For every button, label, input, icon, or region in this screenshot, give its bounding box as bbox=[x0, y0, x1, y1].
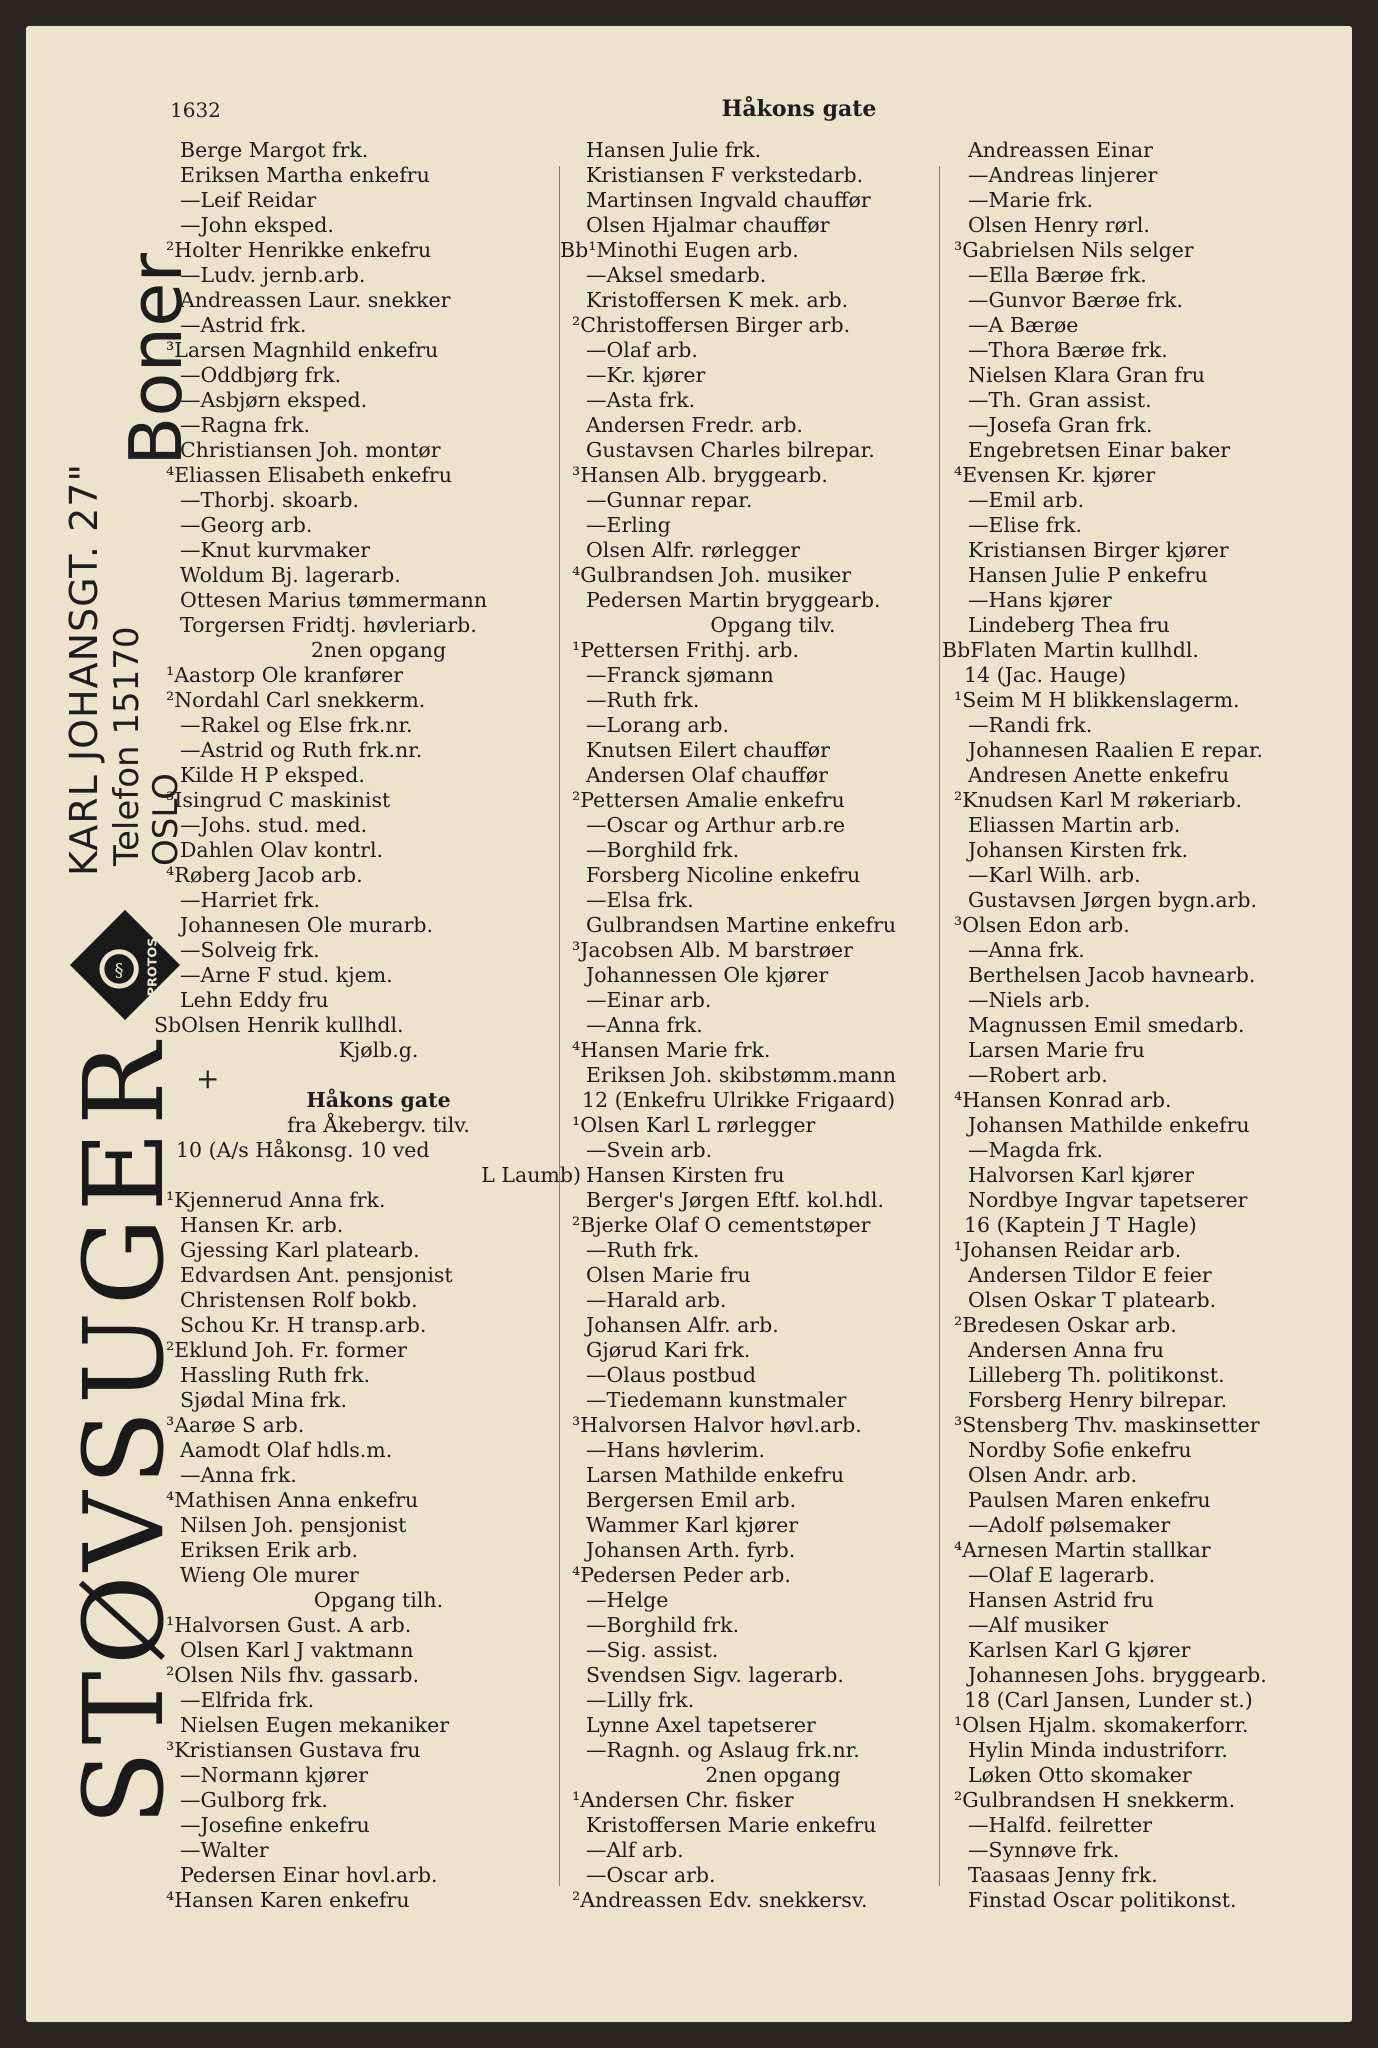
directory-entry: Svendsen Sigv. lagerarb. bbox=[586, 1663, 844, 1687]
directory-entry: ²Eklund Joh. Fr. former bbox=[166, 1338, 407, 1362]
directory-entry: Olsen Hjalmar chauffør bbox=[586, 213, 830, 237]
directory-entry: —Ruth frk. bbox=[586, 1238, 700, 1262]
directory-entry: Taasaas Jenny frk. bbox=[968, 1863, 1158, 1887]
directory-entry: —Solveig frk. bbox=[180, 938, 320, 962]
directory-entry: —Sig. assist. bbox=[586, 1638, 719, 1662]
directory-entry: Schou Kr. H transp.arb. bbox=[180, 1313, 427, 1337]
directory-entry: —Kr. kjører bbox=[586, 363, 706, 387]
directory-entry: Johannesen Raalien E repar. bbox=[968, 738, 1264, 762]
directory-entry: —Anna frk. bbox=[180, 1463, 297, 1487]
directory-entry: ³Olsen Edon arb. bbox=[954, 913, 1130, 937]
directory-entry: —Normann kjører bbox=[180, 1763, 369, 1787]
directory-entry: Woldum Bj. lagerarb. bbox=[180, 563, 401, 587]
directory-entry: ³Halvorsen Halvor høvl.arb. bbox=[572, 1413, 862, 1437]
directory-entry: Sjødal Mina frk. bbox=[180, 1388, 347, 1412]
directory-entry bbox=[180, 1063, 581, 1088]
section-heading: Opgang tilh. bbox=[313, 1588, 444, 1612]
ad-brand-name: STØVSUGER bbox=[60, 1036, 188, 1826]
plus-mark: + bbox=[196, 1062, 220, 1095]
directory-entry: —Astrid frk. bbox=[180, 313, 307, 337]
directory-entry: —Emil arb. bbox=[968, 488, 1085, 512]
directory-entry: Gustavsen Jørgen bygn.arb. bbox=[968, 888, 1258, 912]
directory-entry: Christensen Rolf bokb. bbox=[180, 1288, 418, 1312]
directory-entry: Eriksen Martha enkefru bbox=[180, 163, 430, 187]
directory-entry: —Harald arb. bbox=[586, 1288, 727, 1312]
directory-entry: —Synnøve frk. bbox=[968, 1838, 1120, 1862]
directory-entry: —Robert arb. bbox=[968, 1063, 1108, 1087]
directory-entry: Gjessing Karl platearb. bbox=[180, 1238, 420, 1262]
directory-entry: Olsen Karl J vaktmann bbox=[180, 1638, 414, 1662]
directory-entry: Johannessen Ole kjører bbox=[586, 963, 829, 987]
directory-entry: Pedersen Martin bryggearb. bbox=[586, 588, 881, 612]
directory-entry: —Gulborg frk. bbox=[180, 1788, 328, 1812]
directory-entry: ⁴Eliassen Elisabeth enkefru bbox=[166, 463, 452, 487]
directory-entry: —Niels arb. bbox=[968, 988, 1091, 1012]
directory-entry: ¹Seim M H blikkenslagerm. bbox=[954, 688, 1240, 712]
house-number-heading: 14 (Jac. Hauge) bbox=[964, 663, 1127, 687]
directory-entry: Bb¹Minothi Eugen arb. bbox=[560, 238, 799, 262]
directory-entry: ²Bredesen Oskar arb. bbox=[954, 1313, 1177, 1337]
directory-entry: Berge Margot frk. bbox=[180, 138, 369, 162]
directory-entry: ¹Johansen Reidar arb. bbox=[954, 1238, 1182, 1262]
directory-entry: —Johs. stud. med. bbox=[180, 813, 368, 837]
directory-entry: Berthelsen Jacob havnearb. bbox=[968, 963, 1256, 987]
directory-entry: —Gunvor Bærøe frk. bbox=[968, 288, 1183, 312]
column-3 bbox=[942, 138, 1344, 1913]
directory-entry: —Georg arb. bbox=[180, 513, 313, 537]
directory-entry: Eriksen Joh. skibstømm.mann bbox=[586, 1063, 897, 1087]
directory-entry: —Oscar og Arthur arb.re bbox=[586, 813, 845, 837]
directory-entry: Nielsen Klara Gran fru bbox=[968, 363, 1205, 387]
directory-entry: Hansen Kr. arb. bbox=[180, 1213, 344, 1237]
directory-entry: Johannesen Ole murarb. bbox=[180, 913, 434, 937]
directory-entry: —Alf musiker bbox=[968, 1613, 1109, 1637]
directory-entry: —Helge bbox=[586, 1588, 669, 1612]
directory-entry: Olsen Oskar T platearb. bbox=[968, 1288, 1217, 1312]
directory-entry: —Marie frk. bbox=[968, 188, 1094, 212]
directory-entry: Karlsen Karl G kjører bbox=[968, 1638, 1191, 1662]
directory-entry: Kristiansen F verkstedarb. bbox=[586, 163, 864, 187]
directory-entry: ²Gulbrandsen H snekkerm. bbox=[954, 1788, 1236, 1812]
directory-entry: —Karl Wilh. arb. bbox=[968, 863, 1141, 887]
directory-entry: ⁴Hansen Karen enkefru bbox=[166, 1888, 410, 1912]
directory-entry: —Ruth frk. bbox=[586, 688, 700, 712]
directory-entry: Andreassen Laur. snekker bbox=[180, 288, 451, 312]
house-number-heading: 12 (Enkefru Ulrikke Frigaard) bbox=[582, 1088, 896, 1112]
directory-entry: Lilleberg Th. politikonst. bbox=[968, 1363, 1225, 1387]
directory-entry: ³Larsen Magnhild enkefru bbox=[166, 338, 439, 362]
directory-entry: BbFlaten Martin kullhdl. bbox=[942, 638, 1199, 662]
directory-entry: Forsberg Nicoline enkefru bbox=[586, 863, 861, 887]
section-heading: Opgang tilv. bbox=[710, 613, 836, 637]
directory-entry: —A Bærøe bbox=[968, 313, 1079, 337]
directory-entry: —Oscar arb. bbox=[586, 1863, 716, 1887]
directory-entry: —Thora Bærøe frk. bbox=[968, 338, 1168, 362]
directory-entry: Olsen Andr. arb. bbox=[968, 1463, 1138, 1487]
directory-entry: Nielsen Eugen mekaniker bbox=[180, 1713, 450, 1737]
directory-entry: Johansen Arth. fyrb. bbox=[586, 1538, 796, 1562]
directory-entry: Kilde H P eksped. bbox=[180, 763, 365, 787]
protos-logo-text: PROTOS bbox=[145, 937, 161, 997]
directory-entry: —Josefine enkefru bbox=[180, 1813, 370, 1837]
directory-entry: ¹Aastorp Ole kranfører bbox=[166, 663, 404, 687]
directory-entry: Torgersen Fridtj. høvleriarb. bbox=[180, 613, 477, 637]
directory-entry: ³Isingrud C maskinist bbox=[166, 788, 391, 812]
directory-entry: —Erling bbox=[586, 513, 671, 537]
directory-entry: Martinsen Ingvald chauffør bbox=[586, 188, 871, 212]
directory-entry: Christiansen Joh. montør bbox=[180, 438, 441, 462]
directory-entry: Andreassen Einar bbox=[968, 138, 1153, 162]
directory-entry: Lynne Axel tapetserer bbox=[586, 1713, 816, 1737]
directory-entry: Ottesen Marius tømmermann bbox=[180, 588, 488, 612]
directory-entry: ²Nordahl Carl snekkerm. bbox=[166, 688, 426, 712]
directory-entry: ³Aarøe S arb. bbox=[166, 1413, 305, 1437]
house-number-heading: 16 (Kaptein J T Hagle) bbox=[964, 1213, 1197, 1237]
directory-entry: —Adolf pølsemaker bbox=[968, 1513, 1171, 1537]
directory-entry: ²Andreassen Edv. snekkersv. bbox=[572, 1888, 868, 1912]
directory-entry: Andersen Fredr. arb. bbox=[586, 413, 803, 437]
directory-entry: —Tiedemann kunstmaler bbox=[586, 1388, 847, 1412]
directory-entry: Olsen Henry rørl. bbox=[968, 213, 1150, 237]
section-heading: 2nen opgang bbox=[310, 638, 447, 662]
directory-entry: Eliassen Martin arb. bbox=[968, 813, 1181, 837]
directory-entry: Dahlen Olav kontrl. bbox=[180, 838, 384, 862]
directory-entry: —Th. Gran assist. bbox=[968, 388, 1152, 412]
directory-entry: ¹Andersen Chr. fisker bbox=[572, 1788, 794, 1812]
directory-entry: —Anna frk. bbox=[586, 1013, 703, 1037]
directory-entry: —Lorang arb. bbox=[586, 713, 729, 737]
directory-entry: Johannesen Johs. bryggearb. bbox=[968, 1663, 1267, 1687]
directory-entry: ²Bjerke Olaf O cementstøper bbox=[572, 1213, 871, 1237]
directory-entry: —Hans kjører bbox=[968, 588, 1112, 612]
directory-entry: —Ludv. jernb.arb. bbox=[180, 263, 366, 287]
directory-entry: Finstad Oscar politikonst. bbox=[968, 1888, 1237, 1912]
directory-entry: —Leif Reidar bbox=[180, 188, 317, 212]
directory-entry: —Einar arb. bbox=[586, 988, 712, 1012]
directory-entry: —Halfd. feilretter bbox=[968, 1813, 1153, 1837]
directory-entry: —Borghild frk. bbox=[586, 1613, 740, 1637]
directory-entry: —Elise frk. bbox=[968, 513, 1083, 537]
directory-entry: —Elsa frk. bbox=[586, 888, 694, 912]
directory-entry: —Gunnar repar. bbox=[586, 488, 753, 512]
directory-entry: ⁴Mathisen Anna enkefru bbox=[166, 1488, 419, 1512]
directory-entry: SbOlsen Henrik kullhdl. bbox=[154, 1013, 404, 1037]
section-heading: Kjølb.g. bbox=[338, 1038, 419, 1062]
directory-entry: Wieng Ole murer bbox=[180, 1563, 359, 1587]
directory-entry: —Magda frk. bbox=[968, 1138, 1104, 1162]
directory-entry: Hassling Ruth frk. bbox=[180, 1363, 371, 1387]
directory-entry: Knutsen Eilert chauffør bbox=[586, 738, 830, 762]
section-heading: L Laumb) bbox=[481, 1163, 581, 1187]
directory-entry: Forsberg Henry bilrepar. bbox=[968, 1388, 1228, 1412]
directory-entry: Berger's Jørgen Eftf. kol.hdl. bbox=[586, 1188, 884, 1212]
directory-entry: Gulbrandsen Martine enkefru bbox=[586, 913, 897, 937]
directory-entry: —Svein arb. bbox=[586, 1138, 713, 1162]
directory-entry: ⁴Hansen Marie frk. bbox=[572, 1038, 771, 1062]
column-2 bbox=[560, 138, 964, 1913]
directory-entry: Nordbye Ingvar tapetserer bbox=[968, 1188, 1248, 1212]
directory-entry: ⁴Evensen Kr. kjører bbox=[954, 463, 1156, 487]
directory-entry: —Hans høvlerim. bbox=[586, 1438, 765, 1462]
directory-entry: ³Gabrielsen Nils selger bbox=[954, 238, 1194, 262]
directory-entry: —Ragna frk. bbox=[180, 413, 311, 437]
directory-entry: —Harriet frk. bbox=[180, 888, 320, 912]
directory-entry: ³Stensberg Thv. maskinsetter bbox=[954, 1413, 1260, 1437]
directory-entry: —Arne F stud. kjem. bbox=[180, 963, 393, 987]
directory-entry: —Randi frk. bbox=[968, 713, 1093, 737]
directory-entry: —Asbjørn eksped. bbox=[180, 388, 368, 412]
directory-entry: Nilsen Joh. pensjonist bbox=[180, 1513, 407, 1537]
directory-entry: —Borghild frk. bbox=[586, 838, 740, 862]
directory-entry: Lehn Eddy fru bbox=[180, 988, 329, 1012]
directory-entry: —Elfrida frk. bbox=[180, 1688, 315, 1712]
directory-entry: Wammer Karl kjører bbox=[586, 1513, 799, 1537]
directory-entry: —Walter bbox=[180, 1838, 269, 1862]
directory-entry: Olsen Alfr. rørlegger bbox=[586, 538, 801, 562]
directory-entry: —Aksel smedarb. bbox=[586, 263, 767, 287]
directory-entry: Gjørud Kari frk. bbox=[586, 1338, 751, 1362]
directory-entry: Andresen Anette enkefru bbox=[968, 763, 1230, 787]
house-number-heading: 10 (A/s Håkonsg. 10 ved bbox=[176, 1138, 430, 1162]
ad-address: KARL JOHANSGT. 27" bbox=[62, 463, 106, 876]
directory-entry: —Oddbjørg frk. bbox=[180, 363, 342, 387]
directory-entry: ⁴Hansen Konrad arb. bbox=[954, 1088, 1172, 1112]
directory-entry: ²Olsen Nils fhv. gassarb. bbox=[166, 1663, 420, 1687]
directory-entry: —Knut kurvmaker bbox=[180, 538, 370, 562]
directory-entry: ¹Olsen Hjalm. skomakerforr. bbox=[954, 1713, 1249, 1737]
directory-entry: Pedersen Einar hovl.arb. bbox=[180, 1863, 438, 1887]
directory-entry: Hylin Minda industriforr. bbox=[968, 1738, 1228, 1762]
directory-entry: ⁴Arnesen Martin stallkar bbox=[954, 1538, 1211, 1562]
directory-entry: Paulsen Maren enkefru bbox=[968, 1488, 1211, 1512]
directory-entry: —Olaf E lagerarb. bbox=[968, 1563, 1156, 1587]
directory-entry: —Josefa Gran frk. bbox=[968, 413, 1153, 437]
directory-entry: —Franck sjømann bbox=[586, 663, 774, 687]
directory-entry: Engebretsen Einar baker bbox=[968, 438, 1231, 462]
directory-entry: —Astrid og Ruth frk.nr. bbox=[180, 738, 423, 762]
directory-entry: Johansen Alfr. arb. bbox=[586, 1313, 779, 1337]
directory-entry: Kristoffersen Marie enkefru bbox=[586, 1813, 877, 1837]
directory-entry: ²Holter Henrikke enkefru bbox=[166, 238, 432, 262]
directory-entry: ⁴Pedersen Peder arb. bbox=[572, 1563, 791, 1587]
directory-entry: Olsen Marie fru bbox=[586, 1263, 751, 1287]
directory-entry: Andersen Olaf chauffør bbox=[586, 763, 828, 787]
directory-entry: Lindeberg Thea fru bbox=[968, 613, 1170, 637]
directory-entry: Magnussen Emil smedarb. bbox=[968, 1013, 1245, 1037]
directory-entry: —Anna frk. bbox=[968, 938, 1085, 962]
directory-entry: Kristiansen Birger kjører bbox=[968, 538, 1229, 562]
directory-entry: Hansen Julie P enkefru bbox=[968, 563, 1208, 587]
directory-entry: —Alf arb. bbox=[586, 1838, 684, 1862]
directory-entry: Larsen Marie fru bbox=[968, 1038, 1145, 1062]
directory-entry: Larsen Mathilde enkefru bbox=[586, 1463, 845, 1487]
directory-entry: Eriksen Erik arb. bbox=[180, 1538, 359, 1562]
directory-entry: ¹Halvorsen Gust. A arb. bbox=[166, 1613, 412, 1637]
section-heading: fra Åkebergv. tilv. bbox=[287, 1113, 470, 1137]
directory-entry: ³Jacobsen Alb. M barstrøer bbox=[572, 938, 853, 962]
directory-entry: —Olaf arb. bbox=[586, 338, 698, 362]
directory-entry: Andersen Tildor E feier bbox=[968, 1263, 1212, 1287]
ad-product-name: Boner bbox=[114, 253, 198, 466]
section-heading: 2nen opgang bbox=[705, 1763, 841, 1787]
directory-entry: Hansen Kirsten fru bbox=[586, 1163, 785, 1187]
directory-entry: ⁴Gulbrandsen Joh. musiker bbox=[572, 563, 852, 587]
directory-entry: ²Pettersen Amalie enkefru bbox=[572, 788, 845, 812]
directory-entry: —Lilly frk. bbox=[586, 1688, 695, 1712]
directory-entry: —Ella Bærøe frk. bbox=[968, 263, 1147, 287]
directory-entry: ³Hansen Alb. bryggearb. bbox=[572, 463, 828, 487]
directory-entry: Halvorsen Karl kjører bbox=[968, 1163, 1195, 1187]
svg-text:§: § bbox=[114, 960, 124, 981]
directory-page bbox=[26, 26, 1352, 2022]
directory-entry: Aamodt Olaf hdls.m. bbox=[180, 1438, 393, 1462]
directory-entry: ²Knudsen Karl M røkeriarb. bbox=[954, 788, 1243, 812]
directory-entry: Johansen Mathilde enkefru bbox=[968, 1113, 1250, 1137]
directory-entry: —Thorbj. skoarb. bbox=[180, 488, 359, 512]
house-number-heading: 18 (Carl Jansen, Lunder st.) bbox=[964, 1688, 1253, 1712]
directory-entry: Andersen Anna fru bbox=[968, 1338, 1164, 1362]
directory-entry: ³Kristiansen Gustava fru bbox=[166, 1738, 421, 1762]
ad-city: OSLO bbox=[146, 773, 186, 866]
street-title: Håkons gate bbox=[721, 96, 877, 122]
directory-entry: ¹Kjennerud Anna frk. bbox=[166, 1188, 386, 1212]
protos-logo-icon bbox=[66, 906, 184, 1024]
directory-entry: ¹Olsen Karl L rørlegger bbox=[572, 1113, 816, 1137]
directory-entry: Kristoffersen K mek. arb. bbox=[586, 288, 849, 312]
directory-entry: Gustavsen Charles bilrepar. bbox=[586, 438, 875, 462]
directory-entry: —Andreas linjerer bbox=[968, 163, 1158, 187]
directory-entry: ⁴Røberg Jacob arb. bbox=[166, 863, 363, 887]
directory-entry: —John eksped. bbox=[180, 213, 334, 237]
directory-entry: ¹Pettersen Frithj. arb. bbox=[572, 638, 800, 662]
directory-entry: Hansen Astrid fru bbox=[968, 1588, 1154, 1612]
directory-entry: Bergersen Emil arb. bbox=[586, 1488, 797, 1512]
ad-phone: Telefon 15170 bbox=[107, 626, 147, 866]
directory-entry: —Olaus postbud bbox=[586, 1363, 756, 1387]
directory-entry: Løken Otto skomaker bbox=[968, 1763, 1192, 1787]
page-number: 1632 bbox=[170, 98, 221, 122]
directory-entry: —Asta frk. bbox=[586, 388, 696, 412]
directory-entry: Hansen Julie frk. bbox=[586, 138, 762, 162]
directory-entry: —Ragnh. og Aslaug frk.nr. bbox=[586, 1738, 860, 1762]
directory-entry: Edvardsen Ant. pensjonist bbox=[180, 1263, 453, 1287]
directory-entry: Johansen Kirsten frk. bbox=[968, 838, 1189, 862]
directory-entry: Nordby Sofie enkefru bbox=[968, 1438, 1192, 1462]
directory-entry: ²Christoffersen Birger arb. bbox=[572, 313, 851, 337]
directory-entry: —Rakel og Else frk.nr. bbox=[180, 713, 413, 737]
section-heading: Håkons gate bbox=[306, 1088, 451, 1112]
